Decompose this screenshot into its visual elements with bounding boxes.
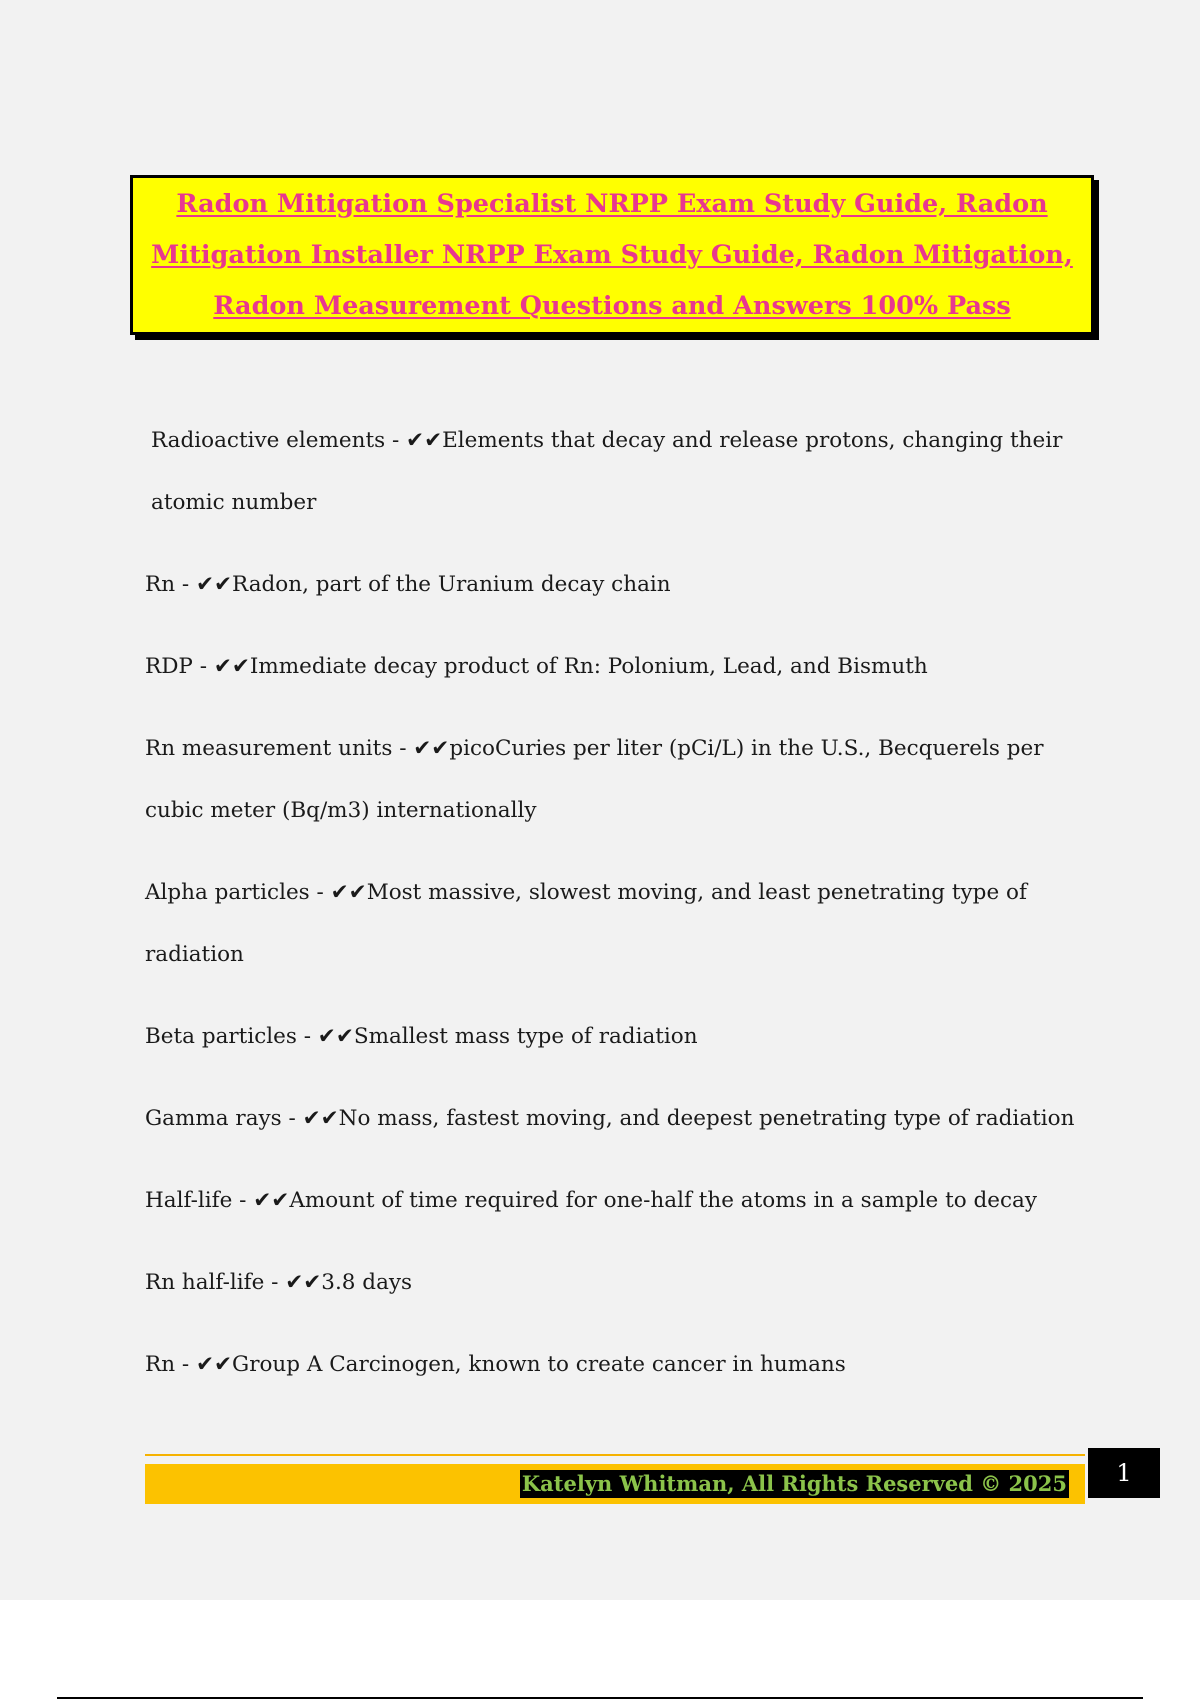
check-separator: - ✔✔ <box>281 1106 339 1131</box>
qa-item <box>145 1334 1085 1396</box>
check-separator: - ✔✔ <box>392 736 450 761</box>
qa-item <box>145 554 1085 616</box>
qa-definition: Most massive, slowest moving, and least penetrating type of radiation <box>145 880 1027 967</box>
check-separator: - ✔✔ <box>264 1270 322 1295</box>
check-separator: - ✔✔ <box>192 654 250 679</box>
qa-term: Radioactive elements <box>151 428 386 453</box>
qa-term: Gamma rays <box>145 1106 282 1131</box>
qa-definition: Group A Carcinogen, known to create cancer in humans <box>232 1352 846 1377</box>
qa-item <box>145 636 1085 698</box>
qa-definition: Amount of time required for one-half the atoms in a sample to decay <box>289 1188 1038 1213</box>
qa-definition: 3.8 days <box>321 1270 413 1295</box>
qa-item <box>145 1006 1085 1068</box>
check-separator: - ✔✔ <box>232 1188 290 1213</box>
qa-definition: Radon, part of the Uranium decay chain <box>232 572 671 597</box>
page-number: 1 <box>1088 1448 1160 1498</box>
qa-term: Rn half-life <box>145 1270 265 1295</box>
page-bottom-rule <box>57 1697 1143 1699</box>
qa-term: RDP <box>145 654 193 679</box>
qa-definition: No mass, fastest moving, and deepest penetrating type of radiation <box>338 1106 1075 1131</box>
qa-definition: Smallest mass type of radiation <box>353 1024 698 1049</box>
qa-item <box>145 718 1085 842</box>
document-title: Radon Mitigation Specialist NRPP Exam Study Guide, Radon Mitigation Installer NRPP Exam Study Guide, Radon Mitigation, Radon Measurement Questions and Answers 100% Pass <box>151 188 1073 321</box>
qa-item <box>145 410 1085 534</box>
check-separator: - ✔✔ <box>175 572 233 597</box>
check-separator: - ✔✔ <box>385 428 443 453</box>
qa-item <box>145 1088 1085 1150</box>
footer-credit: Katelyn Whitman, All Rights Reserved © 2025 <box>521 1471 1067 1496</box>
qa-definition: Immediate decay product of Rn: Polonium, Lead, and Bismuth <box>249 654 928 679</box>
check-separator: - ✔✔ <box>175 1352 233 1377</box>
qa-term: Alpha particles <box>145 880 310 905</box>
qa-definition: picoCuries per liter (pCi/L) in the U.S., Becquerels per cubic meter (Bq/m3) internationally <box>145 736 1044 823</box>
qa-list <box>145 410 1085 1416</box>
qa-term: Half-life <box>145 1188 233 1213</box>
qa-item <box>145 1252 1085 1314</box>
check-separator: - ✔✔ <box>309 880 367 905</box>
title-box <box>130 175 1094 335</box>
qa-term: Beta particles <box>145 1024 297 1049</box>
qa-term: Rn measurement units <box>145 736 393 761</box>
footer-divider <box>145 1454 1085 1456</box>
qa-item <box>145 862 1085 986</box>
qa-term: Rn <box>145 1352 176 1377</box>
qa-term: Rn <box>145 572 176 597</box>
qa-item <box>145 1170 1085 1232</box>
footer-bar <box>145 1464 1085 1504</box>
qa-definition: Elements that decay and release protons, changing their atomic number <box>151 428 1063 515</box>
check-separator: - ✔✔ <box>296 1024 354 1049</box>
